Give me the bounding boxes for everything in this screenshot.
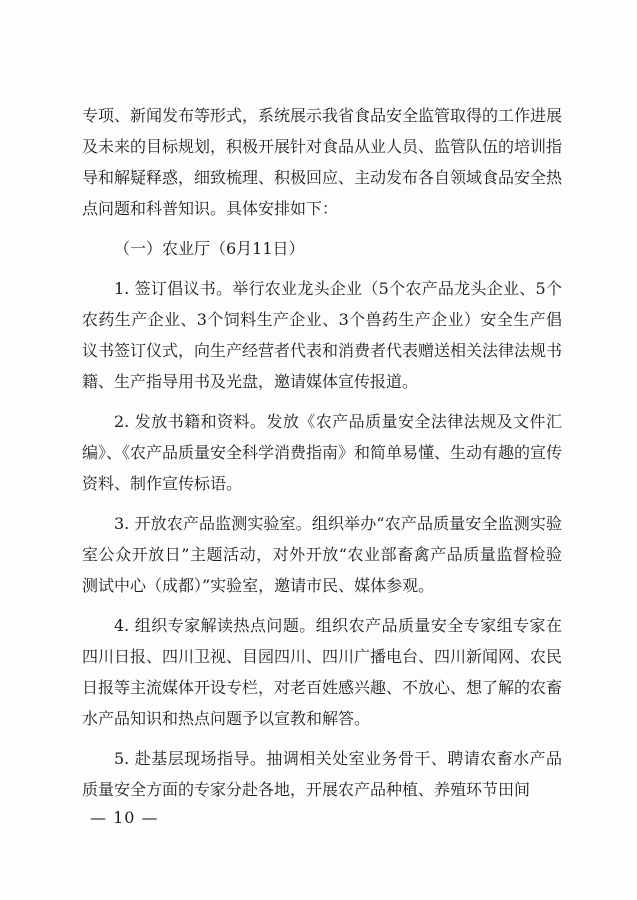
- page-number: — 10 —: [90, 808, 159, 827]
- item-5-paragraph: 5. 赴基层现场指导。抽调相关处室业务骨干、聘请农畜水产品质量安全方面的专家分赴各地，开展农产品种植、养殖环节田间: [82, 749, 562, 799]
- item-1-paragraph: 1. 签订倡议书。举行农业龙头企业（5个农产品龙头企业、5个农药生产企业、3个饲料生产企业、3个兽药生产企业）安全生产倡议书签订仪式，向生产经营者代表和消费者代表赠送相关法律法规书籍、生产指导用书及光盘，邀请媒体宣传报道。: [82, 279, 563, 391]
- document-body: [82, 100, 562, 814]
- item-4-paragraph: 4. 组织专家解读热点问题。组织农产品质量安全专家组专家在四川日报、四川卫视、目园四川、四川广播电台、四川新闻网、农民日报等主流媒体开设专栏，对老百姓感兴趣、不放心、想了解的农畜水产品知识和热点问题予以宣教和解答。: [82, 616, 563, 728]
- item-3-paragraph: 3. 开放农产品监测实验室。组织举办“农产品质量安全监测实验室公众开放日”主题活动，对外开放“农业部畜禽产品质量监督检验测试中心（成都）”实验室，邀请市民、媒体参观。: [82, 514, 562, 595]
- item-2-paragraph: 2. 发放书籍和资料。发放《农产品质量安全法律法规及文件汇编》、《农产品质量安全科学消费指南》和简单易懂、生动有趣的宣传资料、制作宣传标语。: [82, 412, 563, 493]
- section-heading: （一）农业厅（6月11日）: [114, 239, 305, 258]
- opening-paragraph: 专项、新闻发布等形式，系统展示我省食品安全监管取得的工作进展及未来的目标规划，积极开展针对食品从业人员、监管队伍的培训指导和解疑释惑，细致梳理、积极回应、主动发布各自领域食品安全热点问题和科普知识。具体安排如下：: [82, 106, 563, 218]
